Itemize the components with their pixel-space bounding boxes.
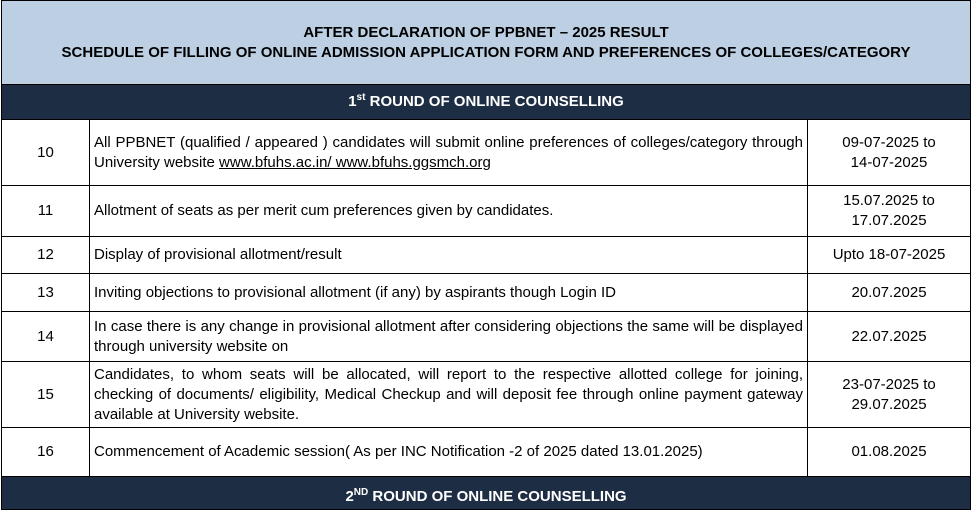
table-row [2,428,971,477]
row-date-line-1: 09-07-2025 to [842,133,936,151]
row-description [90,120,808,186]
round-1-ordinal-suffix: st [356,92,366,103]
row-date: 22.07.2025 [808,312,971,362]
university-website-link[interactable]: www.bfuhs.ac.in/ www.bfuhs.ggsmch.org [219,153,491,171]
row-description: Inviting objections to provisional allotment (if any) by aspirants though Login ID [90,274,808,312]
row-date-line-1: 15.07.2025 to [843,192,935,209]
round-2-heading [2,477,971,510]
table-row [2,186,971,237]
round-2-number: 2 [345,488,354,505]
row-description: Candidates, to whom seats will be allocated, will report to the respective allotted college for joining, checking of documents/ eligibility, Medical Checkup and will deposit fee through online payment gateway available at University website. [90,362,808,428]
row-description: Commencement of Academic session( As per INC Notification -2 of 2025 dated 13.01.2025) [90,428,808,477]
header-line-1: AFTER DECLARATION OF PPBNET – 2025 RESULT [303,23,669,41]
table-row [2,362,971,428]
row-description: In case there is any change in provisional allotment after considering objections the same will be displayed through university website on [90,312,808,362]
table-row [2,237,971,274]
row-number: 10 [2,120,90,186]
row-description: Display of provisional allotment/result [90,237,808,274]
schedule-header [2,1,971,85]
round-1-heading [2,85,971,120]
row-description: Allotment of seats as per merit cum preferences given by candidates. [90,186,808,237]
schedule-table [1,0,971,510]
header-line-2: SCHEDULE OF FILLING OF ONLINE ADMISSION APPLICATION FORM AND PREFERENCES OF COLLEGES/CATEGORY [61,43,911,61]
round-1-title: ROUND OF ONLINE COUNSELLING [369,93,624,110]
row-date-line-1: 23-07-2025 to [842,375,936,393]
round-1-number: 1 [348,93,357,110]
row-date [808,362,971,428]
round-2-ordinal-suffix: ND [353,487,369,498]
table-row [2,274,971,312]
row-number: 12 [2,237,90,274]
row-number: 14 [2,312,90,362]
row-date: 20.07.2025 [808,274,971,312]
row-date [808,186,971,237]
row-number: 11 [2,186,90,237]
table-row [2,312,971,362]
table-row [2,120,971,186]
header-row [2,1,971,85]
round-2-title: ROUND OF ONLINE COUNSELLING [372,488,627,505]
row-date-line-2: 14-07-2025 [850,153,928,171]
row-description-text: All PPBNET (qualified / appeared ) candidates will submit online preferences of colleges/category through University website [94,133,803,171]
row-date: 01.08.2025 [808,428,971,477]
row-number: 16 [2,428,90,477]
row-date: Upto 18-07-2025 [808,237,971,274]
round-2-row [2,477,971,510]
round-1-row [2,85,971,120]
row-date-line-2: 17.07.2025 [851,212,927,229]
row-date [808,120,971,186]
row-number: 13 [2,274,90,312]
row-date-line-2: 29.07.2025 [851,395,927,413]
row-number: 15 [2,362,90,428]
